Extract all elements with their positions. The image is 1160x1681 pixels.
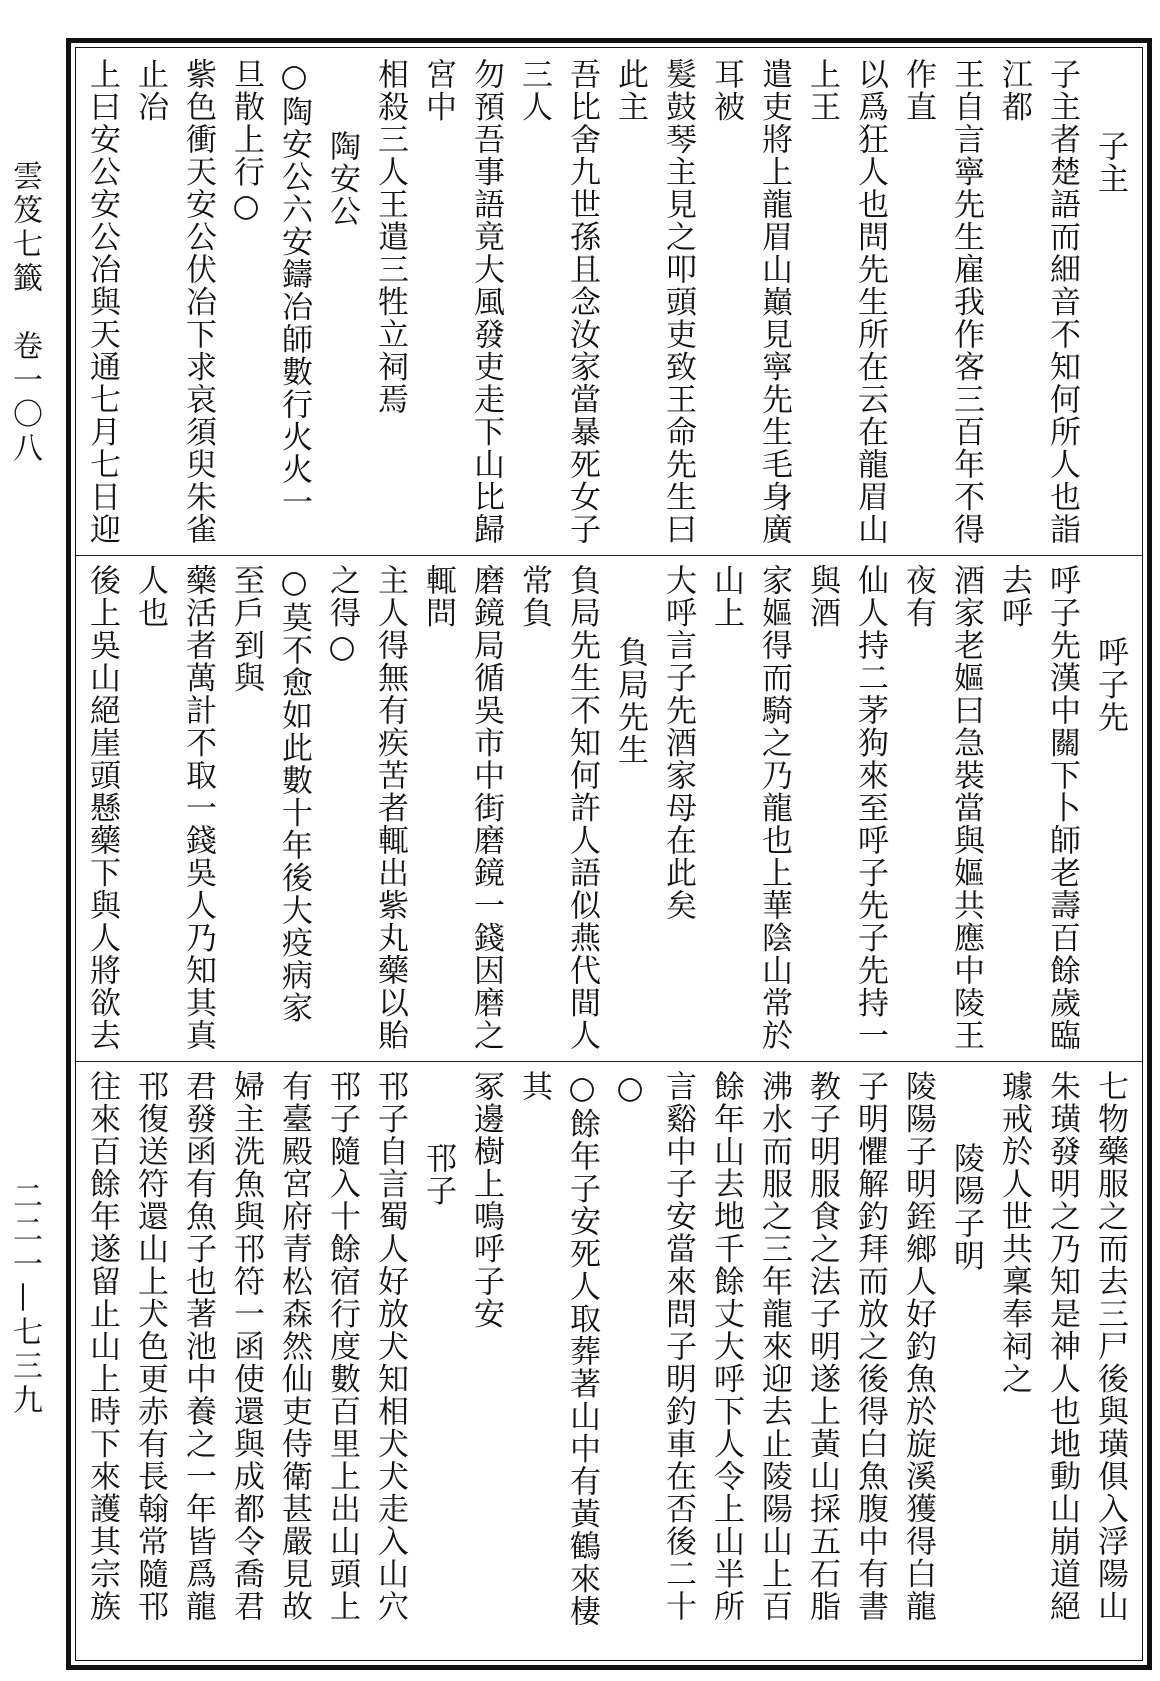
section-heading: 子主	[1092, 130, 1128, 195]
text-column: 邗子自言蜀人好放犬知相犬犬走入山穴	[372, 1070, 408, 1623]
section-divider	[76, 555, 1142, 556]
section-bottom-text	[84, 1068, 1134, 1658]
text-column: 往來百餘年遂留止山上時下來護其宗族	[84, 1070, 120, 1623]
page-number-margin: 二二一—七三九	[7, 1180, 42, 1418]
text-column: ○餘年子安死人取葬著山中有黃鶴來棲其	[516, 1070, 600, 1628]
text-column: ○莫不愈如此數十年後大疫病家至戶到與	[228, 564, 312, 1024]
text-column: 遣吏將上龍眉山巔見寧先生毛身廣耳被	[708, 58, 792, 546]
text-column: 餘年山去地千餘丈大呼下人令上山半所	[708, 1070, 744, 1623]
section-middle-text	[84, 562, 1134, 1056]
text-column: 勿預吾事語竟大風發吏走下山比歸宮中	[420, 58, 504, 546]
text-column: 子主者楚語而細音不知何所人也詣江都	[996, 58, 1080, 546]
page-frame	[66, 38, 1152, 1670]
text-column: 仙人持二茅狗來至呼子先子先持一與酒	[804, 564, 888, 1052]
section-bottom	[84, 1068, 1134, 1658]
text-column: 七物藥服之而去三尸後與璜俱入浮陽山	[1092, 1070, 1128, 1623]
text-column: 子明懼解釣拜而放之後得白魚腹中有書	[852, 1070, 888, 1623]
text-column: ○陶安公六安鑄冶師數行火火一旦散上行○	[228, 58, 312, 518]
text-column: 紫色衝天安公伏冶下求哀須臾朱雀止冶	[132, 58, 216, 546]
section-top	[84, 56, 1134, 550]
text-column: 家嫗得而騎之乃龍也上華陰山常於山上	[708, 564, 792, 1052]
text-column: 君發函有魚子也著池中養之一年皆爲龍	[180, 1070, 216, 1623]
text-block	[75, 47, 1143, 1661]
section-top-text	[84, 56, 1134, 550]
section-heading: 陵陽子明	[948, 1142, 984, 1272]
text-column: 大呼言子先酒家母在此矣	[660, 564, 696, 922]
text-column: 主人得無有疾苦者輒出紫丸藥以貽之得○	[324, 564, 408, 1052]
text-column: 言谿中子安當來問子明釣車在否後二十○	[612, 1070, 696, 1623]
text-column: 上曰安公安公冶與天通七月七日迎	[84, 58, 120, 546]
text-column: 髮鼓琴主見之叩頭吏致王命先生曰此主	[612, 58, 696, 546]
text-column: 邗復送符還山上犬色更赤有長翰常隨邗	[132, 1070, 168, 1623]
text-column: 吾比舍九世孫且念汝家當暴死女子三人	[516, 58, 600, 546]
text-column: 磨鏡局循吳市中街磨鏡一錢因磨之輒問	[420, 564, 504, 1052]
text-column: 冢邊樹上鳴呼子安	[468, 1070, 504, 1330]
text-column: 邗子隨入十餘宿行度數百里上出山頭上	[324, 1070, 360, 1623]
section-middle	[84, 562, 1134, 1056]
text-column: 王自言寧先生雇我作客三百年不得作直	[900, 58, 984, 546]
text-column: 璩戒於人世共稟奉祠之	[996, 1070, 1032, 1395]
text-column: 沸水而服之三年龍來迎去止陵陽山上百	[756, 1070, 792, 1623]
text-column: 負局先生不知何許人語似燕代間人常負	[516, 564, 600, 1052]
text-column: 酒家老嫗曰急裝當與嫗共應中陵王夜有	[900, 564, 984, 1052]
book-title-margin: 雲笈七籤 卷一〇八	[7, 160, 42, 466]
text-column: 呼子先漢中關下卜師老壽百餘歲臨去呼	[996, 564, 1080, 1052]
text-column: 朱璜發明之乃知是神人也地動山崩道絕	[1044, 1070, 1080, 1623]
text-column: 藥活者萬計不取一錢吳人乃知其真人也	[132, 564, 216, 1052]
text-column: 婦主洗魚與邗符一函使還與成都令喬君	[228, 1070, 264, 1623]
section-heading: 邗子	[420, 1142, 456, 1207]
text-column: 陵陽子明銍鄉人好釣魚於旋溪獲得白龍	[900, 1070, 936, 1623]
section-heading: 陶安公	[324, 130, 360, 228]
section-heading: 負局先生	[612, 636, 648, 766]
text-column: 相殺三人王遣三牲立祠焉	[372, 58, 408, 416]
text-column: 後上吳山絕崖頭懸藥下與人將欲去	[84, 564, 120, 1052]
section-divider	[76, 1061, 1142, 1062]
section-heading: 呼子先	[1092, 636, 1128, 734]
text-column: 以爲狂人也問先生所在云在龍眉山上王	[804, 58, 888, 546]
text-column: 教子明服食之法子明遂上黃山採五石脂	[804, 1070, 840, 1623]
text-column: 有臺殿宮府青松森然仙吏侍衛甚嚴見故	[276, 1070, 312, 1623]
